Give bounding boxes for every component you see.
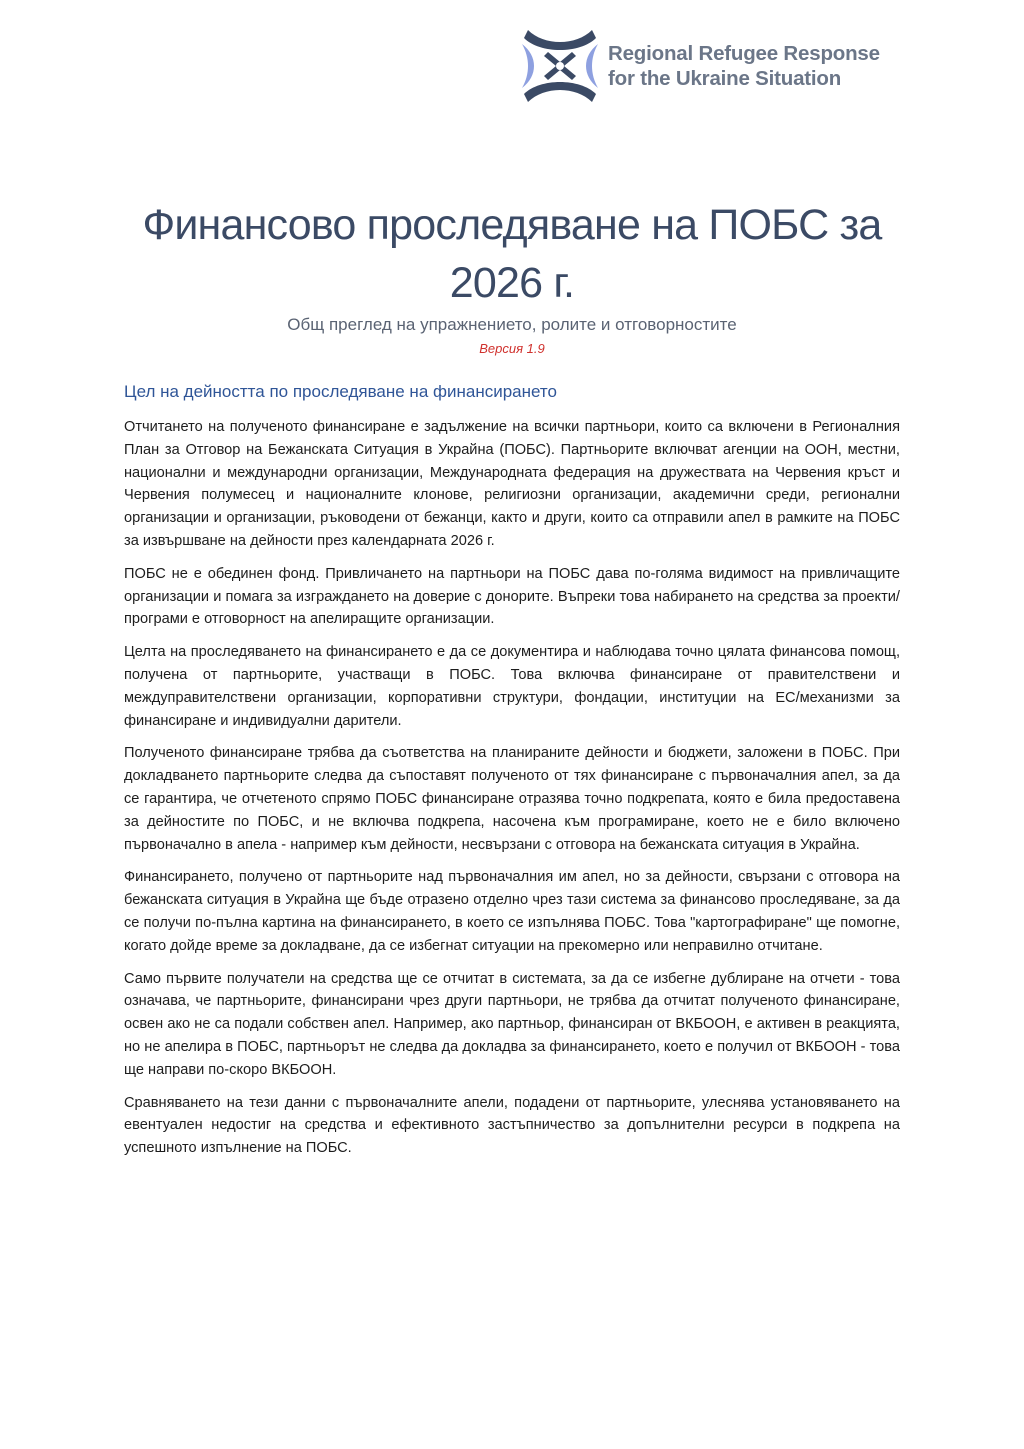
header-logo [518, 24, 880, 108]
paragraph: Само първите получатели на средства ще се отчитат в системата, за да се избегне дублиране на отчети - това означава, че партньорите, финансирани чрез други партньори, не трябва да отчитат полученото финансиране, освен ако не са подали собствен апел. Например, ако партньор, финансиран от ВКБООН, е активен в реакцията, но не апелира в ПОБС, партньорът не следва да докладва за финансирането, което е получил от ВКБООН - това ще направи по-скоро ВКБООН. [124, 970, 900, 1078]
paragraph: Целта на проследяването на финансирането е да се документира и наблюдава точно цялата финансова помощ, получена от партньорите, участващи в ПОБС. Това включва финансиране от правителствени и междуправителствени организации, корпоративни структури, фондации, институции на ЕС/механизми за финансиране и индивидуални дарители. [124, 644, 900, 729]
logo-line-1: Regional Refugee Response [608, 42, 880, 65]
paragraph: Финансирането, получено от партньорите над първоначалния им апел, но за дейности, свързани с отговора на бежанската ситуация в Украйна ще бъде отразено отделно чрез тази система за финансово проследяване, за да се получи по-пълна картина на финансирането, в което се изпълнява ПОБС. Това "картографиране" ще помогне, когато дойде време за докладване, да се избегнат ситуации на прекомерно или неправилно отчитане. [124, 869, 900, 954]
body-text [124, 416, 900, 1170]
section-heading: Цел на дейността по проследяване на финансирането [124, 382, 557, 401]
paragraph: ПОБС не е обединен фонд. Привличането на партньори на ПОБС дава по-голяма видимост на привличащите организации и помага за изграждането на доверие с донорите. Въпреки това набирането на средства за проекти/програми е отговорност на апелиращите организации. [124, 565, 900, 628]
document-title: Финансово проследяване на ПОБС за 2026 г. [142, 201, 882, 307]
paragraph: Отчитането на полученото финансиране е задължение на всички партньори, които са включени в Регионалния План за Отговор на Бежанската Ситуация в Украйна (ПОБС). Партньорите включват агенции на ООН, местни, национални и международни организации, Международната федерация на дружествата на Червения кръст и Червения полумесец и националните клонове, религиозни организации, академични среди, регионални организации и организации, ръководени от бежанци, както и други, които са отправили апел в рамките на ПОБС за извършване на дейности през календарната 2026 г. [124, 419, 900, 549]
document-subtitle: Общ преглед на упражнението, ролите и отговорностите [287, 315, 737, 334]
regional-refugee-response-logo-icon [518, 24, 602, 108]
logo-line-2: for the Ukraine Situation [608, 67, 842, 90]
paragraph: Сравняването на тези данни с първоначалните апели, подадени от партньорите, улеснява установяването на евентуален недостиг на средства и ефективното застъпничество за допълнителни ресурси в подкрепа на успешното изпълнение на ПОБС. [124, 1094, 900, 1157]
paragraph: Полученото финансиране трябва да съответства на планираните дейности и бюджети, заложени в ПОБС. При докладването партньорите следва да съпоставят полученото от тях финансиране с първоначалния апел, за да се гарантира, че отчетеното спрямо ПОБС финансиране отразява точно подкрепата, която е била предоставена за дейностите по ПОБС, и не включва подкрепа, насочена към програмиране, което не е било включено първоначално в апела - например към дейности, несвързани с отговора на бежанската ситуация в Украйна. [124, 745, 900, 853]
logo-text [608, 41, 880, 91]
document-version: Версия 1.9 [479, 341, 545, 356]
